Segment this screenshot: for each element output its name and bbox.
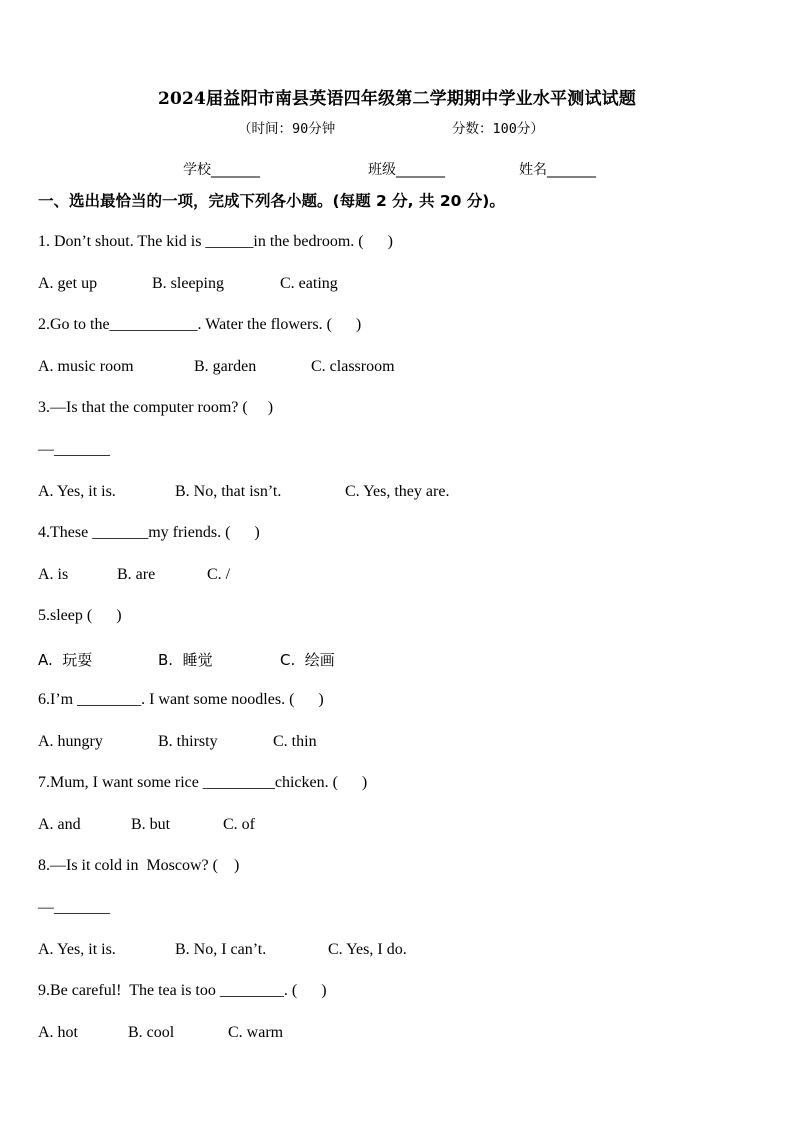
question-6-option-b: B. thirsty	[158, 733, 218, 750]
question-5-stem: 5.sleep ( )	[38, 607, 122, 624]
question-3-answer-line: —_______	[38, 441, 110, 458]
question-8-option-b: B. No, I can’t.	[175, 941, 267, 958]
question-1-stem: 1. Don’t shout. The kid is ______in the bedroom. ( )	[38, 233, 393, 250]
question-5-option-b: B. 睡觉	[158, 651, 213, 669]
question-8-option-a: A. Yes, it is.	[38, 941, 116, 958]
exam-score: 分数：100分）	[452, 121, 544, 137]
question-1-option-a: A. get up	[38, 275, 98, 292]
question-6-stem: 6.I’m ________. I want some noodles. ( )	[38, 691, 324, 708]
exam-title: 2024届益阳市南县英语四年级第二学期期中学业水平测试试题	[157, 89, 637, 109]
question-8-option-c: C. Yes, I do.	[328, 941, 407, 958]
question-4-stem: 4.These _______my friends. ( )	[38, 524, 260, 541]
question-9-option-c: C. warm	[228, 1024, 284, 1041]
question-3-option-b: B. No, that isn’t.	[175, 483, 282, 500]
question-5-option-a: A. 玩耍	[38, 651, 93, 669]
question-8-stem: 8.—Is it cold in Moscow? ( )	[38, 857, 240, 874]
section-heading: 一、选出最恰当的一项，完成下列各小题。(每题 2 分, 共 20 分)。	[38, 192, 505, 210]
exam-time: （时间：90分钟	[238, 121, 336, 137]
question-3-option-c: C. Yes, they are.	[345, 483, 450, 500]
question-3-stem: 3.—Is that the computer room? ( )	[38, 399, 274, 416]
question-9-option-a: A. hot	[38, 1024, 78, 1041]
question-1-option-b: B. sleeping	[152, 275, 224, 292]
question-7-option-a: A. and	[38, 816, 81, 833]
question-8-answer-line: —_______	[38, 899, 110, 916]
class-field: 班级_______	[368, 162, 445, 178]
question-1-option-c: C. eating	[280, 275, 338, 292]
question-2-option-a: A. music room	[38, 358, 134, 375]
question-3-option-a: A. Yes, it is.	[38, 483, 116, 500]
question-9-stem: 9.Be careful! The tea is too ________. ( )	[38, 982, 327, 999]
question-4-option-b: B. are	[117, 566, 156, 583]
name-field: 姓名_______	[519, 162, 596, 178]
question-6-option-a: A. hungry	[38, 733, 103, 750]
question-6-option-c: C. thin	[273, 733, 317, 750]
question-5-option-c: C. 绘画	[280, 651, 335, 669]
question-9-option-b: B. cool	[128, 1024, 175, 1041]
question-2-option-c: C. classroom	[311, 358, 395, 375]
question-7-option-b: B. but	[131, 816, 171, 833]
question-4-option-a: A. is	[38, 566, 69, 583]
school-field: 学校_______	[183, 162, 260, 178]
question-4-option-c: C. /	[207, 566, 231, 583]
question-2-option-b: B. garden	[194, 358, 257, 375]
question-2-stem: 2.Go to the___________. Water the flowers. ( )	[38, 316, 362, 333]
question-7-stem: 7.Mum, I want some rice _________chicken. ( )	[38, 774, 368, 791]
question-7-option-c: C. of	[223, 816, 255, 833]
